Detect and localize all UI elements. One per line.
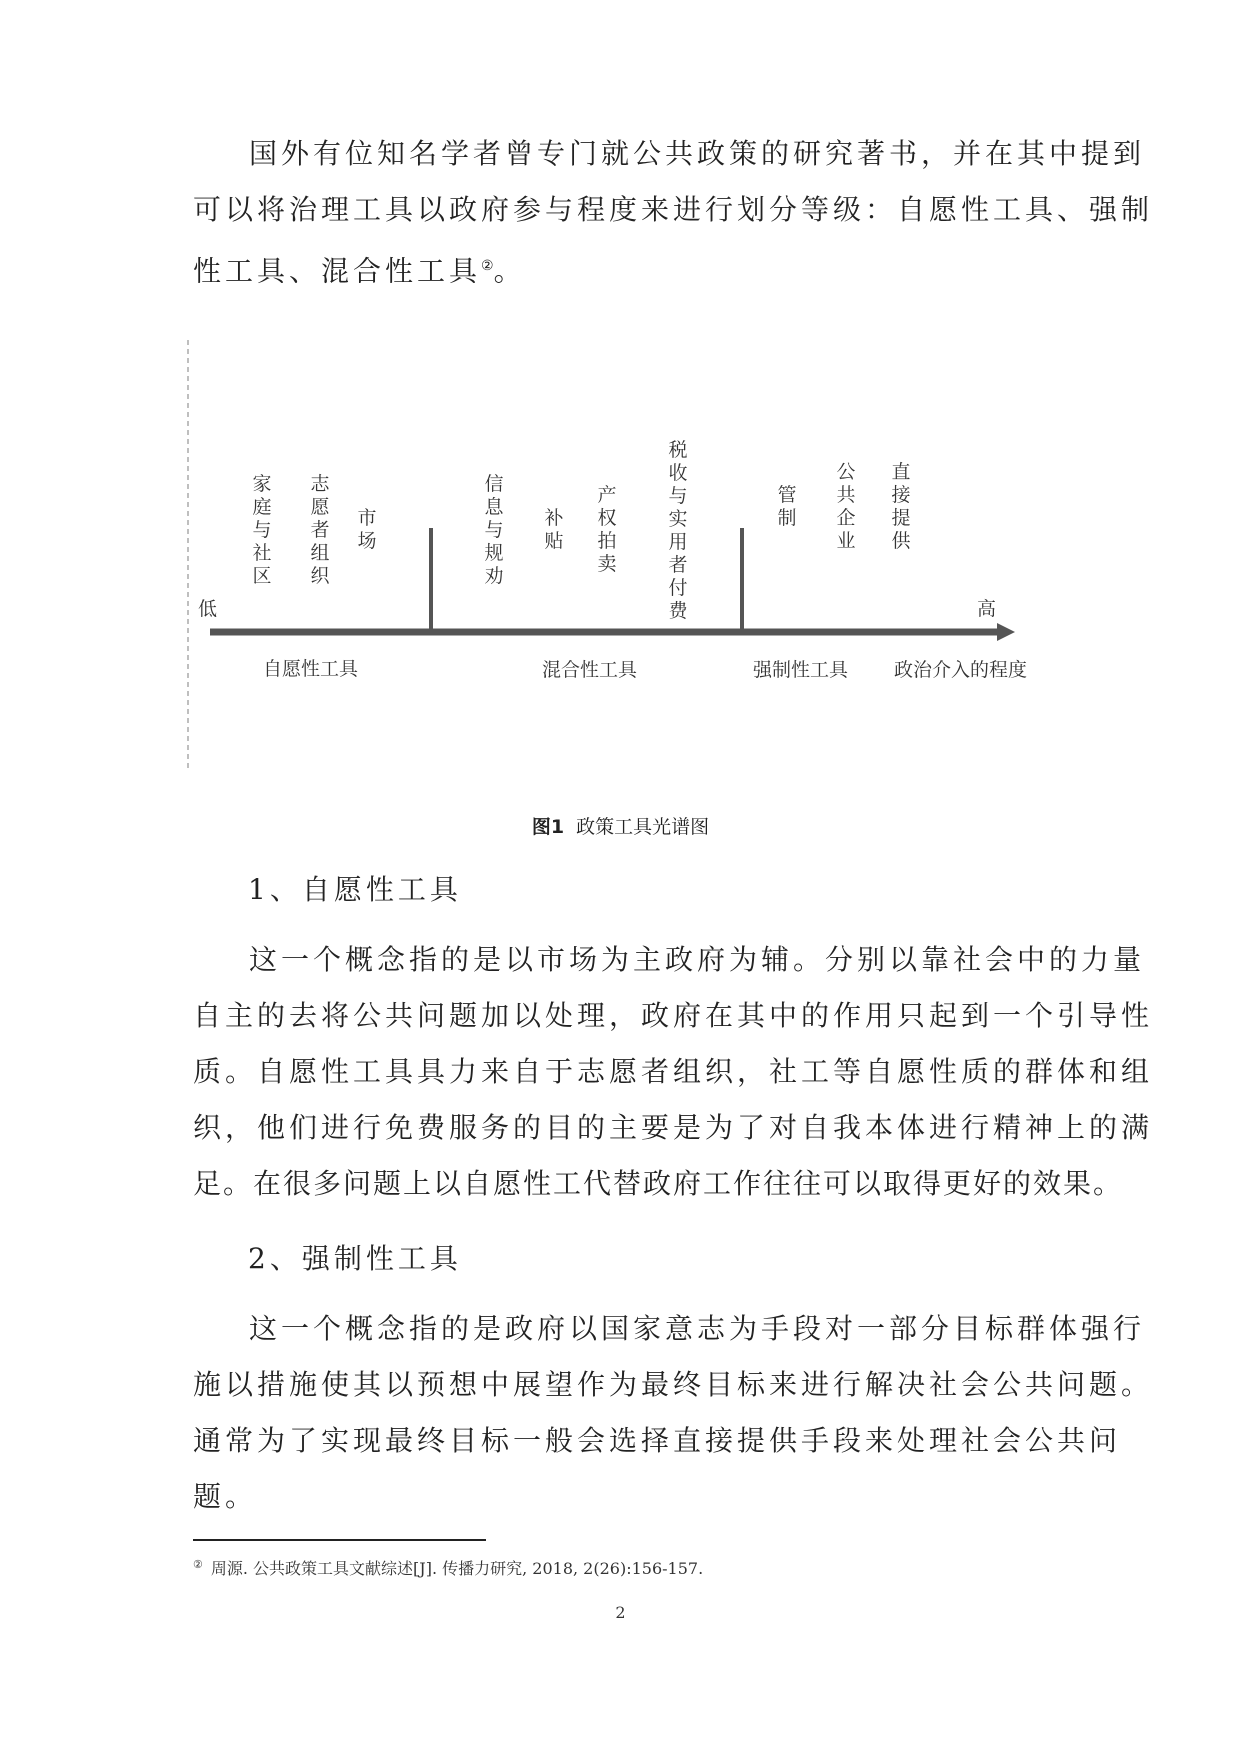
figure-caption	[0, 812, 1241, 839]
footnote-ref[interactable]: ②	[481, 258, 494, 274]
instrument-family-community: 家庭与社区	[252, 473, 272, 587]
instrument-direct-provision: 直接提供	[891, 461, 911, 552]
footnote-text: 周源. 公共政策工具文献综述[J]. 传播力研究, 2018, 2(26):156-157.	[210, 1559, 704, 1578]
section-2-heading: 2、强制性工具	[248, 1242, 462, 1275]
instrument-regulation: 管制	[777, 484, 797, 529]
footnote	[193, 1556, 703, 1579]
section-2-line-3: 通常为了实现最终目标一般会选择直接提供手段来处理社会公共问	[193, 1424, 1122, 1457]
category-mixed: 混合性工具	[542, 659, 638, 681]
section-1-line-4: 织，他们进行免费服务的目的主要是为了对自我本体进行精神上的满	[193, 1111, 1154, 1144]
intro-end: 。	[493, 254, 526, 288]
section-1-line-3: 质。自愿性工具具力来自于志愿者组织，社工等自愿性质的群体和组	[193, 1055, 1154, 1088]
section-1-line-2: 自主的去将公共问题加以处理，政府在其中的作用只起到一个引导性	[193, 999, 1154, 1032]
category-voluntary: 自愿性工具	[263, 658, 359, 680]
figure-caption-number: 图1	[531, 816, 565, 838]
section-1-paragraph	[193, 932, 1154, 1212]
section-2-line-4: 题。	[193, 1480, 258, 1513]
instrument-property-auction: 产权拍卖	[597, 484, 617, 575]
section-2-paragraph	[193, 1301, 1154, 1525]
instrument-tax-user-fees: 税收与实用者付费	[668, 439, 688, 622]
section-2-line-1: 这一个概念指的是政府以国家意志为手段对一部分目标群体强行	[249, 1312, 1146, 1345]
axis-arrowhead	[997, 623, 1015, 641]
instrument-public-enterprise: 公共企业	[836, 461, 856, 552]
axis-high-label: 高	[977, 598, 997, 620]
instrument-market: 市场	[357, 507, 377, 552]
figure-caption-text: 政策工具光谱图	[576, 816, 710, 838]
intro-line-2: 可以将治理工具以政府参与程度来进行划分等级：自愿性工具、强制	[193, 193, 1154, 226]
page-number: 2	[615, 1603, 626, 1622]
instrument-subsidy: 补贴	[544, 507, 564, 552]
section-2-line-2: 施以措施使其以预想中展望作为最终目标来进行解决社会公共问题。	[193, 1368, 1154, 1401]
intro-line-3-text: 性工具、混合性工具	[193, 254, 482, 288]
footnote-separator	[193, 1539, 486, 1541]
intro-line-1: 国外有位知名学者曾专门就公共政策的研究著书，并在其中提到	[249, 137, 1146, 170]
section-1-line-5: 足。在很多问题上以自愿性工代替政府工作往往可以取得更好的效果。	[193, 1167, 1124, 1200]
section-1-line-1: 这一个概念指的是以市场为主政府为辅。分别以靠社会中的力量	[249, 943, 1146, 976]
instrument-info-persuasion: 信息与规劝	[484, 473, 504, 587]
axis-title: 政治介入的程度	[894, 659, 1028, 681]
axis-low-label: 低	[198, 598, 218, 620]
section-1-heading: 1、自愿性工具	[248, 873, 462, 906]
category-compulsory: 强制性工具	[753, 659, 849, 681]
instrument-volunteer-org: 志愿者组织	[310, 473, 330, 587]
footnote-mark: ②	[193, 1557, 203, 1571]
